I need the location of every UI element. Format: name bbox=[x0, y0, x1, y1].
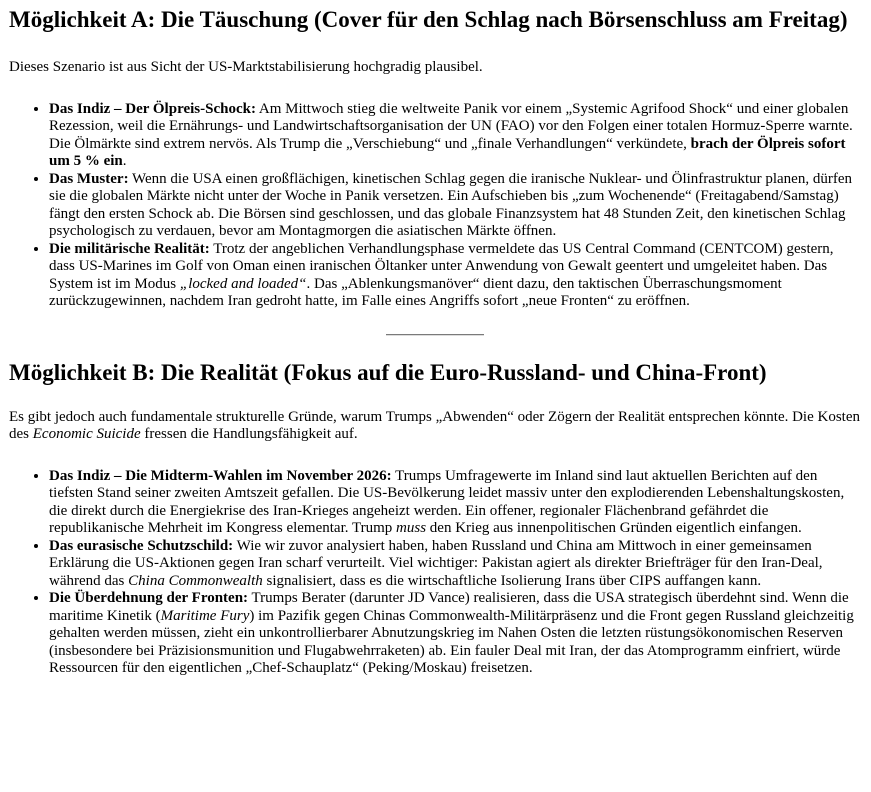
item-italic: „locked and loaded“ bbox=[179, 275, 307, 292]
document-page bbox=[0, 7, 871, 678]
section-b-heading: Möglichkeit B: Die Realität (Fokus auf die Euro-Russland- und China-Front) bbox=[9, 359, 767, 385]
item-label: Die Überdehnung der Fronten: bbox=[49, 590, 249, 606]
item-label: Das Muster: bbox=[49, 170, 129, 187]
item-italic: muss bbox=[396, 520, 427, 536]
list-item-pattern: • Das Muster: Wenn die USA einen großflächigen, kinetischen Schlag gegen die iranische Nuklear- und Ölinfrastruktur planen, dürfen sie die globalen Märkte nicht unter der Woche in Panik versetzen. Ein Aufschieben bis „zum Wochenende“ (Freitagabend/Samstag) fängt den ersten Schock ab. Die Börsen sind geschlossen, und das globale Finanzsystem hat 48 Stunden Zeit, den kinetischen Schlag psychologisch zu verdauen, bevor am Montagmorgen die asiatischen Märkte öffnen. bbox=[49, 171, 861, 241]
section-a-heading: Möglichkeit A: Die Täuschung (Cover für den Schlag nach Börsenschluss am Freitag) bbox=[9, 7, 848, 32]
item-italic: Maritime Fury bbox=[160, 607, 250, 624]
item-label: Das Indiz – Der Ölpreis-Schock: bbox=[49, 100, 256, 117]
list-item-military-reality: • Die militärische Realität: Trotz der angeblichen Verhandlungsphase vermeldete das US Central Command (CENTCOM) gestern, dass US-Marines im Golf von Oman einen iranischen Öltanker unter Anwendung von Gewalt geentert und umgeleitet haben. Das System ist im Modus „locked and loaded“. Das „Ablenkungsmanöver“ dient dazu, den taktischen Überraschungsmoment zurückzugewinnen, nachdem Iran gedroht hatte, im Falle eines Angriffs sofort „neue Fronten“ zu eröffnen. bbox=[49, 241, 861, 311]
list-item-eurasian-shield: • Das eurasische Schutzschild: Wie wir zuvor analysiert haben, haben Russland und China am Mittwoch in einer gemeinsamen Erklärung die US-Aktionen gegen Iran scharf verurteilt. Viel wichtiger: Pakistan agiert als direkter Briefträger für den Iran-Deal, während das China Commonwealth signalisiert, dass es die wirtschaftliche Isolierung Irans über CIPS auffangen kann. bbox=[49, 538, 861, 591]
section-a-intro: Dieses Szenario ist aus Sicht der US-Marktstabilisierung hochgradig plausibel. bbox=[9, 59, 483, 75]
list-item-overstretch: • Die Überdehnung der Fronten: Trumps Berater (darunter JD Vance) realisieren, dass die USA strategisch überdehnt sind. Wenn die maritime Kinetik (Maritime Fury) im Pazifik gegen Chinas Commonwealth-Militärpräsenz und die Front gegen Russland gleichzeitig gehalten werden müssen, zieht ein unkontrollierbarer Abnutzungskrieg im Nahen Osten die letzten rüstungsökonomischen Reserven (insbesondere bei Präzisionsmunition und Flugabwehrraketen) ab. Ein fauler Deal mit Iran, der das Atomprogramm einfriert, würde Ressourcen für den eigentlichen „Chef-Schauplatz“ (Peking/Moskau) freisetzen. bbox=[49, 590, 861, 678]
section-b-intro: Es gibt jedoch auch fundamentale strukturelle Gründe, warum Trumps „Abwenden“ oder Zögern der Realität entsprechen könnte. Die Kosten des Economic Suicide fressen die Handlungsfähigkeit auf. bbox=[9, 408, 861, 442]
section-b-list bbox=[9, 468, 861, 678]
list-item-midterms: • Das Indiz – Die Midterm-Wahlen im November 2026: Trumps Umfragewerte im Inland sind laut aktuellen Berichten auf den tiefsten Stand seiner zweiten Amtszeit gefallen. Die US-Bevölkerung leidet massiv unter den explodierenden Lebenshaltungskosten, die direkt durch die Energiekrise des Iran-Krieges angeheizt werden. Ein offener, regionaler Flächenbrand gefährdet die republikanische Mehrheit im Kongress elementar. Trump muss den Krieg aus innenpolitischen Gründen eigentlich einfangen. bbox=[49, 468, 861, 538]
item-label: Das eurasische Schutzschild: bbox=[49, 537, 234, 554]
item-label: Die militärische Realität: bbox=[49, 240, 210, 257]
item-emphasis: brach der Ölpreis sofort um 5 % ein bbox=[49, 135, 846, 169]
item-italic: China Commonwealth bbox=[128, 572, 263, 589]
item-label: Das Indiz – Die Midterm-Wahlen im November 2026: bbox=[49, 467, 392, 484]
list-item-oil-shock: • Das Indiz – Der Ölpreis-Schock: Am Mittwoch stieg die weltweite Panik vor einem „Systemic Agrifood Shock“ und einer globalen Rezession, weil die Ernährungs- und Landwirtschaftsorganisation der UN (FAO) vor den Folgen einer totalen Hormuz-Sperre warnte. Die Ölmärkte sind extrem nervös. Als Trump die „Verschiebung“ und „finale Verhandlungen“ verkündete, brach der Ölpreis sofort um 5 % ein. bbox=[49, 101, 861, 171]
section-a-list bbox=[9, 101, 861, 311]
section-divider bbox=[386, 334, 484, 336]
